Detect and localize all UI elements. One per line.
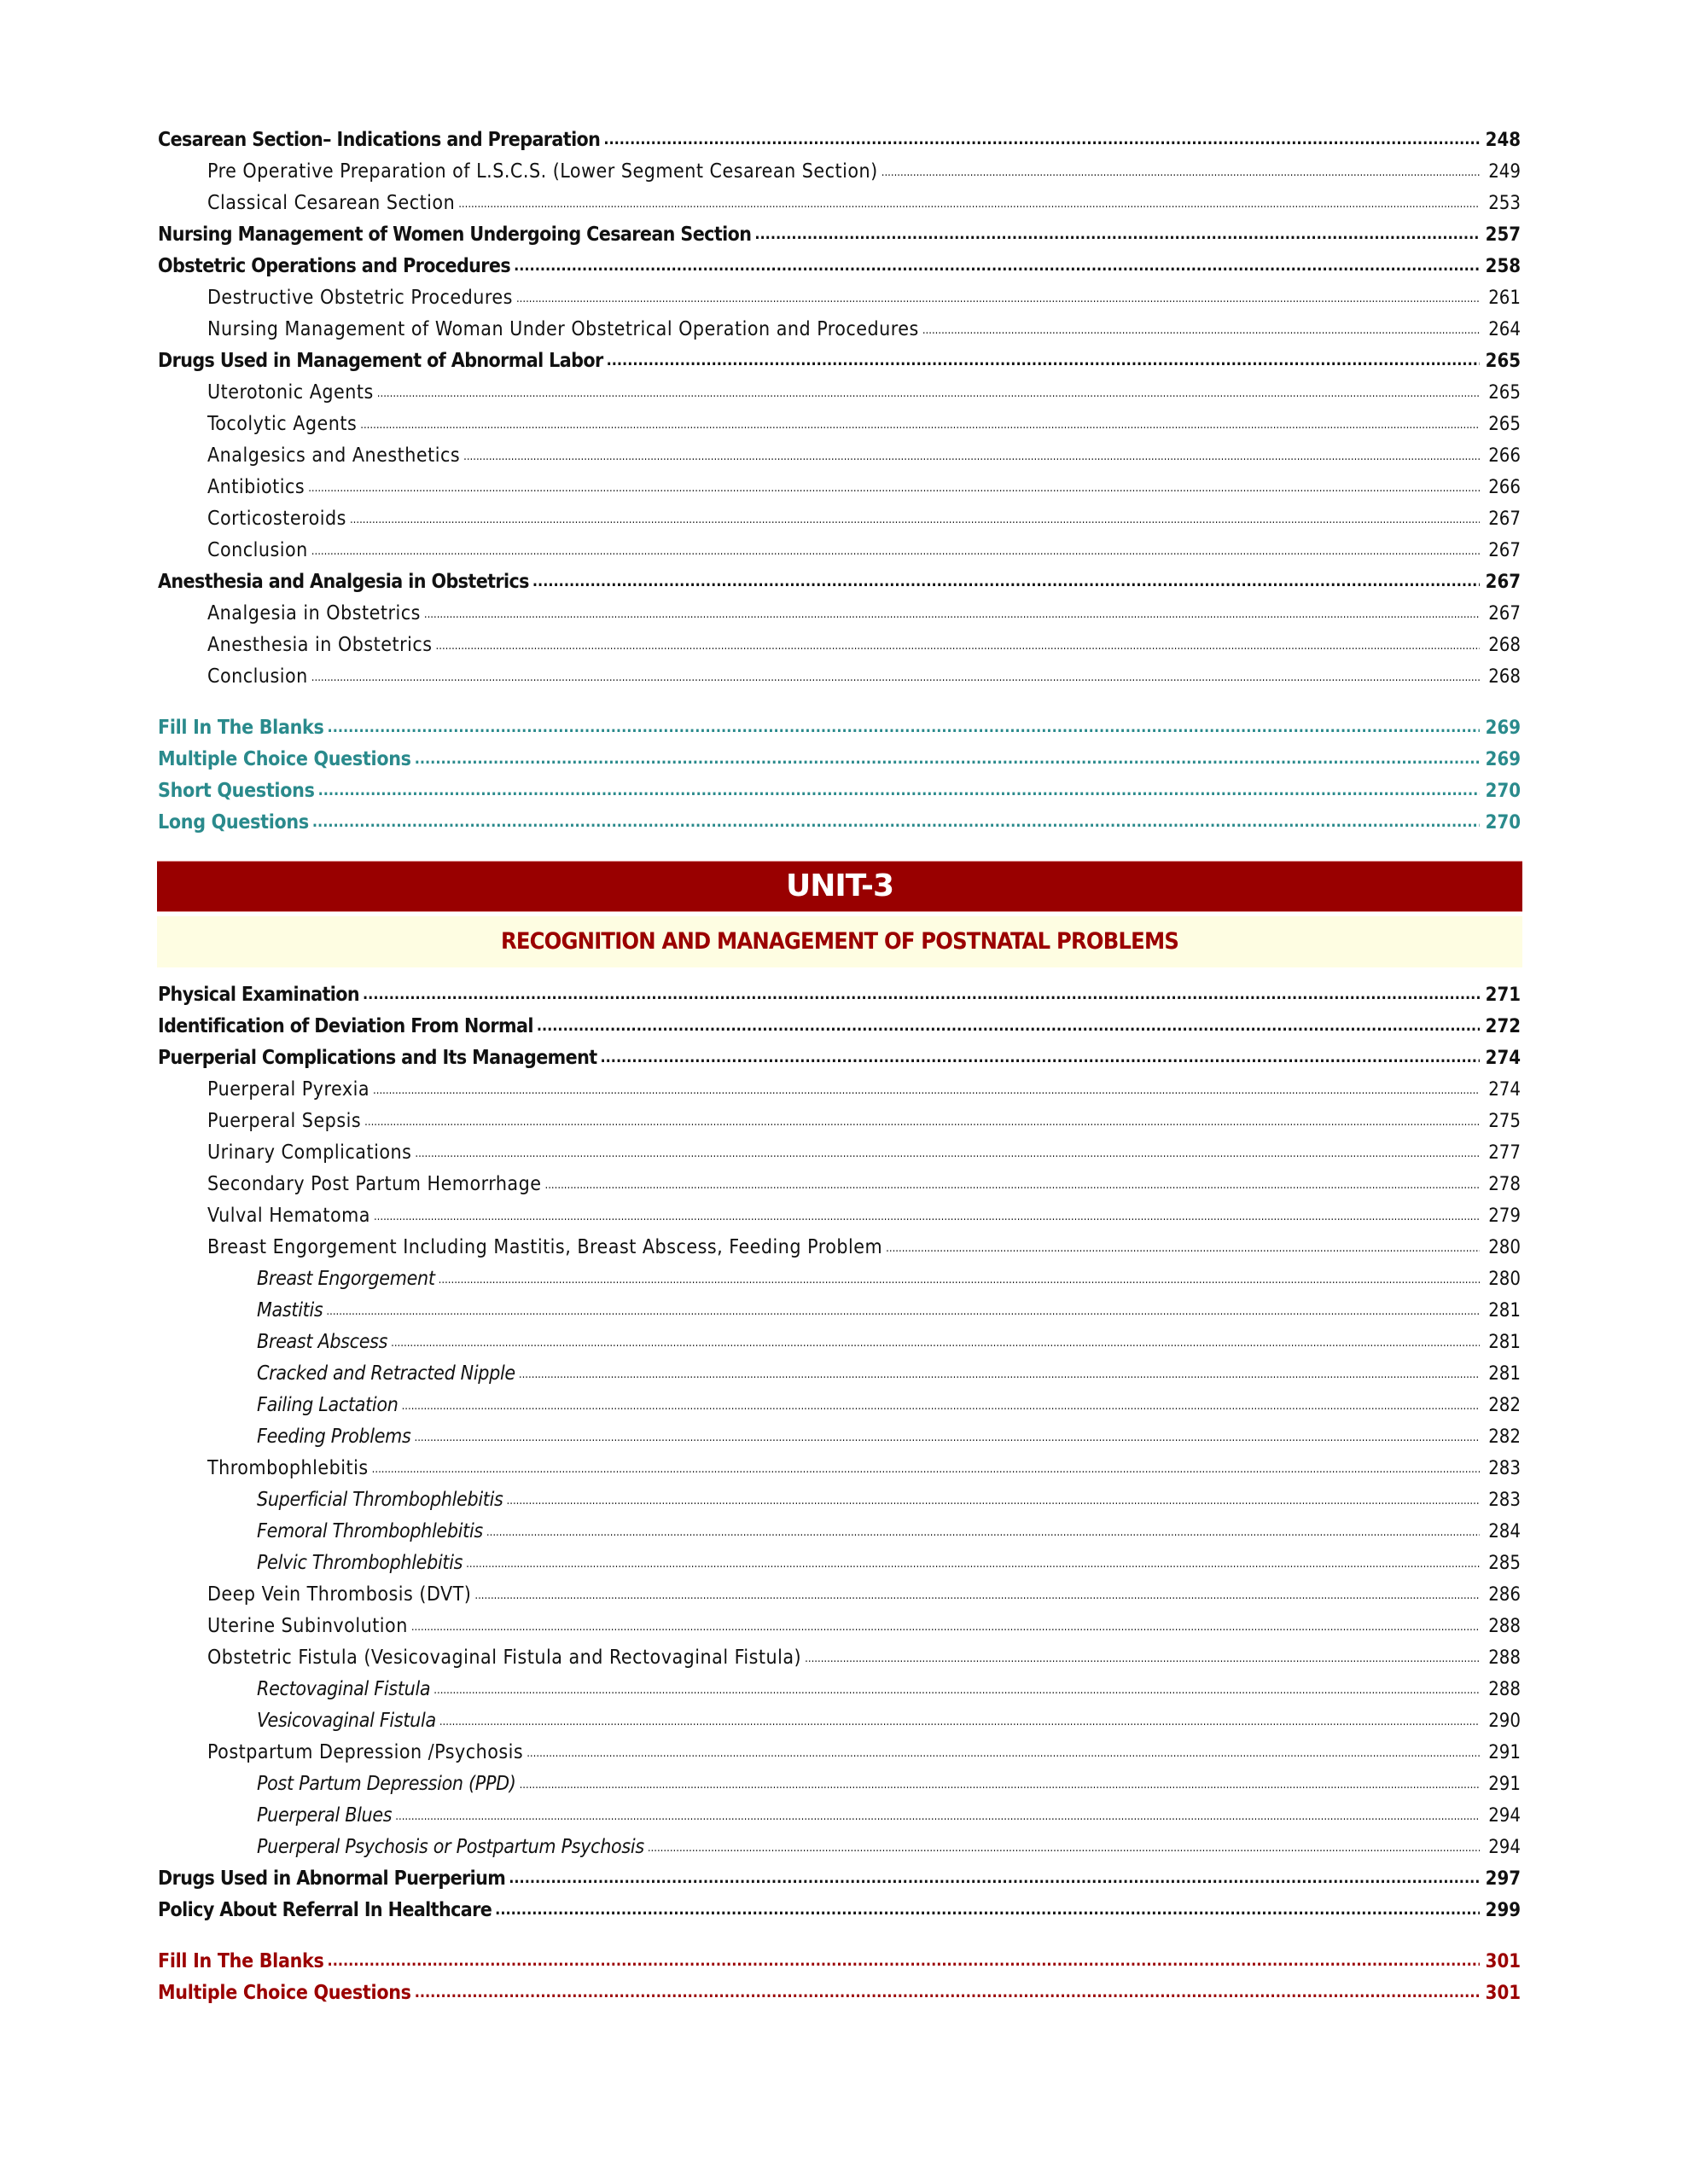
dot-leader (545, 1167, 1481, 1201)
toc-entry[interactable] (158, 1106, 1521, 1137)
dot-leader (364, 1104, 1480, 1138)
page-number: 294 (1488, 1805, 1521, 1827)
entry-title: Femoral Thrombophlebitis (257, 1520, 483, 1542)
entry-title: Antibiotics (207, 476, 305, 498)
toc-entry[interactable] (158, 979, 1521, 1011)
toc-entry[interactable] (158, 1137, 1521, 1169)
dot-leader (495, 1893, 1480, 1926)
dot-leader (463, 439, 1480, 473)
dot-leader (391, 1325, 1480, 1359)
dot-leader (439, 1704, 1480, 1738)
entry-title: Physical Examination (158, 984, 360, 1006)
entry-title: Tocolytic Agents (207, 413, 358, 435)
dot-leader (754, 218, 1480, 250)
unit2-entries (158, 125, 1521, 693)
toc-entry[interactable] (158, 472, 1521, 503)
page-number: 301 (1485, 1983, 1521, 2004)
page-number: 257 (1485, 224, 1521, 246)
unit3-entries (158, 979, 1521, 1926)
dot-leader (377, 375, 1480, 410)
entry-title: Mastitis (257, 1299, 323, 1321)
toc-entry[interactable] (158, 1769, 1521, 1800)
toc-entry[interactable] (158, 1295, 1521, 1327)
entry-title: Puerperial Complications and Its Management (158, 1047, 597, 1069)
toc-entry[interactable] (158, 1611, 1521, 1642)
dot-leader (458, 186, 1480, 220)
page-number: 267 (1488, 603, 1521, 624)
dot-leader (466, 1546, 1480, 1580)
toc-entry[interactable] (158, 1863, 1521, 1895)
page-number: 299 (1485, 1900, 1521, 1921)
entry-title: Long Questions (158, 811, 309, 834)
page-number: 264 (1488, 319, 1521, 340)
spacer (158, 693, 1521, 712)
dot-leader (308, 470, 1480, 504)
page-number: 265 (1488, 382, 1521, 404)
toc-entry[interactable] (158, 1200, 1521, 1232)
entry-title: Identification of Deviation From Normal (158, 1015, 533, 1037)
dot-leader (509, 1862, 1480, 1894)
dot-leader (439, 1262, 1480, 1296)
entry-title: Conclusion (207, 665, 308, 688)
toc-entry[interactable] (158, 156, 1521, 188)
toc-entry[interactable] (158, 1263, 1521, 1295)
dot-leader (372, 1451, 1480, 1485)
unit2-exercises (158, 712, 1521, 839)
dot-leader (520, 1767, 1480, 1801)
entry-title: Failing Lactation (257, 1394, 399, 1416)
entry-title: Puerperal Psychosis or Postpartum Psychosis (257, 1836, 644, 1858)
toc-entry[interactable] (158, 598, 1521, 630)
toc-entry[interactable] (158, 1390, 1521, 1421)
toc-entry[interactable] (158, 219, 1521, 251)
entry-title: Thrombophlebitis (207, 1457, 369, 1479)
page-number: 261 (1488, 288, 1521, 309)
dot-leader (415, 1420, 1481, 1454)
page-number: 266 (1488, 477, 1521, 498)
page-number: 286 (1488, 1584, 1521, 1606)
page-number: 268 (1488, 635, 1521, 656)
entry-title: Obstetric Operations and Procedures (158, 255, 511, 277)
entry-title: Fill In The Blanks (158, 1950, 324, 1972)
dot-leader (402, 1388, 1480, 1422)
page-number: 281 (1488, 1363, 1521, 1385)
toc-entry[interactable] (158, 377, 1521, 409)
dot-leader (519, 1356, 1480, 1391)
toc-entry[interactable] (158, 314, 1521, 346)
entry-title: Obstetric Fistula (Vesicovaginal Fistula and Rectovaginal Fistula) (207, 1647, 802, 1669)
exercise-entry[interactable] (158, 744, 1521, 775)
page-number: 283 (1488, 1490, 1521, 1511)
dot-leader (516, 281, 1480, 315)
dot-leader (514, 249, 1480, 282)
toc-entry[interactable] (158, 346, 1521, 377)
entry-title: Breast Engorgement Including Mastitis, Breast Abscess, Feeding Problem (207, 1236, 883, 1258)
entry-title: Postpartum Depression /Psychosis (207, 1741, 524, 1763)
page-number: 269 (1485, 749, 1521, 770)
page-number: 284 (1488, 1521, 1521, 1542)
entry-title: Destructive Obstetric Procedures (207, 287, 513, 309)
page-number: 291 (1488, 1742, 1521, 1763)
table-of-contents (158, 125, 1521, 2009)
toc-entry[interactable] (158, 409, 1521, 440)
toc-entry[interactable] (158, 125, 1521, 156)
entry-title: Uterine Subinvolution (207, 1615, 408, 1637)
dot-leader (648, 1830, 1480, 1864)
page-number: 274 (1485, 1048, 1521, 1069)
toc-entry[interactable] (158, 188, 1521, 219)
dot-leader (374, 1199, 1480, 1233)
page-number: 281 (1488, 1300, 1521, 1321)
page-number: 280 (1488, 1269, 1521, 1290)
page-number: 274 (1488, 1079, 1521, 1101)
dot-leader (532, 565, 1480, 597)
toc-entry[interactable] (158, 1453, 1521, 1484)
exercise-entry[interactable] (158, 1978, 1521, 2009)
dot-leader (326, 1293, 1480, 1327)
entry-title: Urinary Complications (207, 1141, 412, 1164)
page-number: 275 (1488, 1111, 1521, 1132)
exercise-entry[interactable] (158, 807, 1521, 839)
toc-entry[interactable] (158, 1737, 1521, 1769)
dot-leader (882, 154, 1480, 189)
dot-leader (350, 502, 1480, 536)
toc-entry[interactable] (158, 566, 1521, 598)
toc-entry[interactable] (158, 630, 1521, 661)
entry-title: Puerperal Blues (257, 1804, 393, 1827)
entry-title: Breast Abscess (257, 1331, 388, 1353)
entry-title: Breast Engorgement (257, 1268, 435, 1290)
entry-title: Vesicovaginal Fistula (257, 1710, 436, 1732)
toc-entry[interactable] (158, 1421, 1521, 1453)
entry-title: Anesthesia in Obstetrics (207, 634, 433, 656)
toc-entry[interactable] (158, 440, 1521, 472)
dot-leader (328, 711, 1480, 743)
page-number: 285 (1488, 1553, 1521, 1574)
toc-entry[interactable] (158, 503, 1521, 535)
entry-title: Corticosteroids (207, 508, 346, 530)
dot-leader (805, 1641, 1480, 1675)
page-number: 280 (1488, 1237, 1521, 1258)
dot-leader (433, 1672, 1480, 1706)
dot-leader (486, 1514, 1480, 1548)
dot-leader (474, 1577, 1480, 1612)
page-number: 253 (1488, 193, 1521, 214)
dot-leader (363, 978, 1480, 1010)
toc-entry[interactable] (158, 251, 1521, 282)
exercise-entry[interactable] (158, 1946, 1521, 1978)
page-number: 271 (1485, 985, 1521, 1006)
entry-title: Analgesics and Anesthetics (207, 444, 461, 467)
entry-title: Policy About Referral In Healthcare (158, 1899, 492, 1921)
toc-entry[interactable] (158, 1674, 1521, 1705)
page-number: 258 (1485, 256, 1521, 277)
page-number: 267 (1488, 508, 1521, 530)
dot-leader (436, 628, 1480, 662)
dot-leader (415, 1976, 1480, 2008)
entry-title: Pre Operative Preparation of L.S.C.S. (Lower Segment Cesarean Section) (207, 160, 878, 183)
dot-leader (311, 533, 1480, 567)
toc-entry[interactable] (158, 1232, 1521, 1263)
page-number: 279 (1488, 1205, 1521, 1227)
entry-title: Deep Vein Thrombosis (DVT) (207, 1583, 472, 1606)
toc-entry[interactable] (158, 1705, 1521, 1737)
dot-leader (527, 1735, 1480, 1769)
dot-leader (886, 1230, 1480, 1264)
toc-entry[interactable] (158, 535, 1521, 566)
toc-entry[interactable] (158, 1327, 1521, 1358)
page-number: 265 (1488, 414, 1521, 435)
entry-title: Conclusion (207, 539, 308, 561)
exercise-entry[interactable] (158, 712, 1521, 744)
entry-title: Nursing Management of Woman Under Obstetrical Operation and Procedures (207, 318, 919, 340)
toc-entry[interactable] (158, 1169, 1521, 1200)
dot-leader (328, 1944, 1480, 1977)
page-number: 249 (1488, 161, 1521, 183)
page-number: 291 (1488, 1774, 1521, 1795)
entry-title: Drugs Used in Management of Abnormal Labor (158, 350, 603, 372)
page-number: 266 (1488, 445, 1521, 467)
page-number: 268 (1488, 666, 1521, 688)
entry-title: Fill In The Blanks (158, 717, 324, 739)
entry-title: Feeding Problems (257, 1426, 411, 1448)
page-number: 281 (1488, 1332, 1521, 1353)
dot-leader (373, 1072, 1480, 1107)
entry-title: Classical Cesarean Section (207, 192, 456, 214)
page-number: 283 (1488, 1458, 1521, 1479)
page-number: 272 (1485, 1016, 1521, 1037)
entry-title: Analgesia in Obstetrics (207, 602, 421, 624)
unit-title: UNIT-3 (157, 861, 1522, 912)
page-number: 297 (1485, 1868, 1521, 1890)
entry-title: Short Questions (158, 780, 315, 802)
page-number: 290 (1488, 1711, 1521, 1732)
entry-title: Puerperal Sepsis (207, 1110, 362, 1132)
toc-entry[interactable] (158, 1516, 1521, 1548)
toc-entry[interactable] (158, 1579, 1521, 1611)
toc-entry[interactable] (158, 1548, 1521, 1579)
entry-title: Drugs Used in Abnormal Puerperium (158, 1867, 506, 1890)
toc-entry[interactable] (158, 1358, 1521, 1390)
page-number: 265 (1485, 351, 1521, 372)
entry-title: Anesthesia and Analgesia in Obstetrics (158, 571, 529, 593)
unit3-exercises (158, 1946, 1521, 2009)
page-number: 269 (1485, 717, 1521, 739)
entry-title: Rectovaginal Fistula (257, 1678, 431, 1700)
dot-leader (507, 1483, 1480, 1517)
entry-title: Cracked and Retracted Nipple (257, 1362, 515, 1385)
toc-entry[interactable] (158, 1011, 1521, 1043)
dot-leader (395, 1798, 1480, 1833)
page-number: 288 (1488, 1616, 1521, 1637)
dot-leader (537, 1009, 1480, 1042)
dot-leader (312, 805, 1480, 838)
toc-entry[interactable] (158, 1074, 1521, 1106)
unit-banner (157, 861, 1522, 967)
entry-title: Post Partum Depression (PPD) (257, 1773, 516, 1795)
toc-entry[interactable] (158, 1642, 1521, 1674)
page-number: 267 (1488, 540, 1521, 561)
entry-title: Cesarean Section– Indications and Preparation (158, 129, 601, 151)
page-number: 288 (1488, 1679, 1521, 1700)
page-number: 270 (1485, 781, 1521, 802)
dot-leader (922, 312, 1480, 346)
dot-leader (607, 344, 1480, 376)
entry-title: Nursing Management of Women Undergoing Cesarean Section (158, 224, 752, 246)
toc-entry[interactable] (158, 1800, 1521, 1832)
entry-title: Puerperal Pyrexia (207, 1078, 370, 1101)
page-number: 277 (1488, 1142, 1521, 1164)
spacer (158, 1926, 1521, 1946)
dot-leader (415, 1136, 1480, 1170)
unit-subtitle: RECOGNITION AND MANAGEMENT OF POSTNATAL PROBLEMS (157, 916, 1522, 967)
page-number: 270 (1485, 812, 1521, 834)
dot-leader (411, 1609, 1480, 1643)
entry-title: Multiple Choice Questions (158, 748, 411, 770)
toc-entry[interactable] (158, 1043, 1521, 1074)
exercise-entry[interactable] (158, 775, 1521, 807)
dot-leader (603, 123, 1480, 155)
dot-leader (415, 742, 1480, 775)
toc-entry[interactable] (158, 1832, 1521, 1863)
entry-title: Multiple Choice Questions (158, 1982, 411, 2004)
dot-leader (360, 407, 1480, 441)
dot-leader (424, 596, 1480, 630)
entry-title: Secondary Post Partum Hemorrhage (207, 1173, 542, 1195)
page-number: 282 (1488, 1395, 1521, 1416)
toc-entry[interactable] (158, 1484, 1521, 1516)
entry-title: Uterotonic Agents (207, 381, 374, 404)
toc-entry[interactable] (158, 282, 1521, 314)
page-number: 267 (1485, 572, 1521, 593)
toc-entry[interactable] (158, 1895, 1521, 1926)
page-number: 288 (1488, 1647, 1521, 1669)
dot-leader (311, 659, 1480, 694)
entry-title: Pelvic Thrombophlebitis (257, 1552, 463, 1574)
entry-title: Vulval Hematoma (207, 1205, 370, 1227)
dot-leader (318, 774, 1480, 806)
page-number: 278 (1488, 1174, 1521, 1195)
entry-title: Superficial Thrombophlebitis (257, 1489, 503, 1511)
page-number: 282 (1488, 1426, 1521, 1448)
page-number: 301 (1485, 1951, 1521, 1972)
page-number: 294 (1488, 1837, 1521, 1858)
dot-leader (601, 1041, 1481, 1073)
page-number: 248 (1485, 130, 1521, 151)
toc-entry[interactable] (158, 661, 1521, 693)
